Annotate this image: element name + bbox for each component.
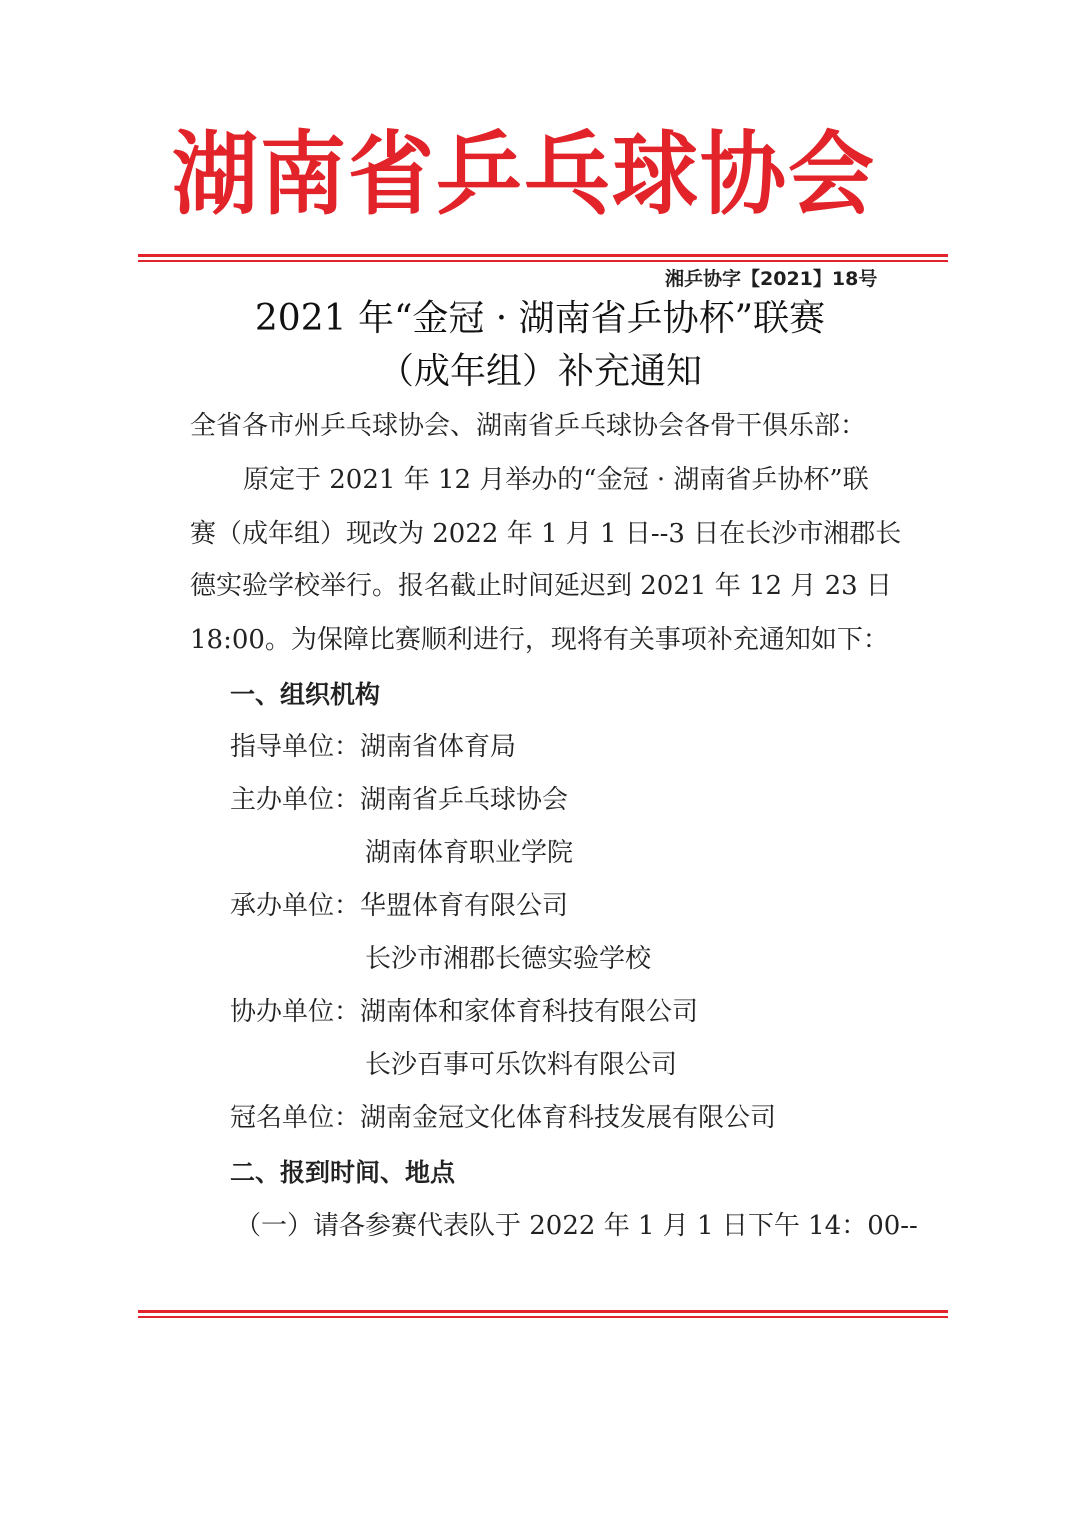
footer-rule-thin (138, 1316, 948, 1318)
section-heading-1: 一、组织机构 (230, 680, 381, 709)
letterhead-title: 湖南省乒乓球协会 (172, 121, 876, 228)
paragraph-line: 赛（成年组）现改为 2022 年 1 月 1 日--3 日在长沙市湘郡长 (190, 519, 902, 549)
item-1: （一）请各参赛代表队于 2022 年 1 月 1 日下午 14：00-- (235, 1211, 918, 1241)
org-co: 协办单位：湖南体和家体育科技有限公司 (230, 997, 699, 1027)
paragraph-line: 原定于 2021 年 12 月举办的“金冠 · 湖南省乒协杯”联 (243, 465, 869, 495)
section-heading-2: 二、报到时间、地点 (230, 1158, 456, 1187)
paragraph-line: 18:00。为保障比赛顺利进行，现将有关事项补充通知如下： (190, 625, 889, 655)
org-sponsor: 冠名单位：湖南金冠文化体育科技发展有限公司 (230, 1103, 777, 1133)
org-host: 主办单位：湖南省乒乓球协会 (230, 785, 569, 815)
org-guide: 指导单位：湖南省体育局 (230, 732, 517, 762)
org-co-2: 长沙百事可乐饮料有限公司 (365, 1050, 678, 1080)
footer-rule (138, 1310, 948, 1313)
salutation: 全省各市州乒乓球协会、湖南省乒乓球协会各骨干俱乐部： (190, 411, 867, 441)
letterhead-rule-thin (138, 260, 948, 262)
document-title-line-1: 2021 年“金冠 · 湖南省乒协杯”联赛 (254, 298, 826, 339)
letterhead-rule (138, 254, 948, 257)
paragraph-line: 德实验学校举行。报名截止时间延迟到 2021 年 12 月 23 日 (190, 571, 892, 601)
document-title-line-2: （成年组）补充通知 (377, 351, 702, 392)
document-number: 湘乒协字【2021】18号 (665, 268, 878, 290)
org-organizer-2: 长沙市湘郡长德实验学校 (365, 944, 652, 974)
org-host-2: 湖南体育职业学院 (365, 838, 574, 868)
org-organizer: 承办单位：华盟体育有限公司 (230, 891, 569, 921)
